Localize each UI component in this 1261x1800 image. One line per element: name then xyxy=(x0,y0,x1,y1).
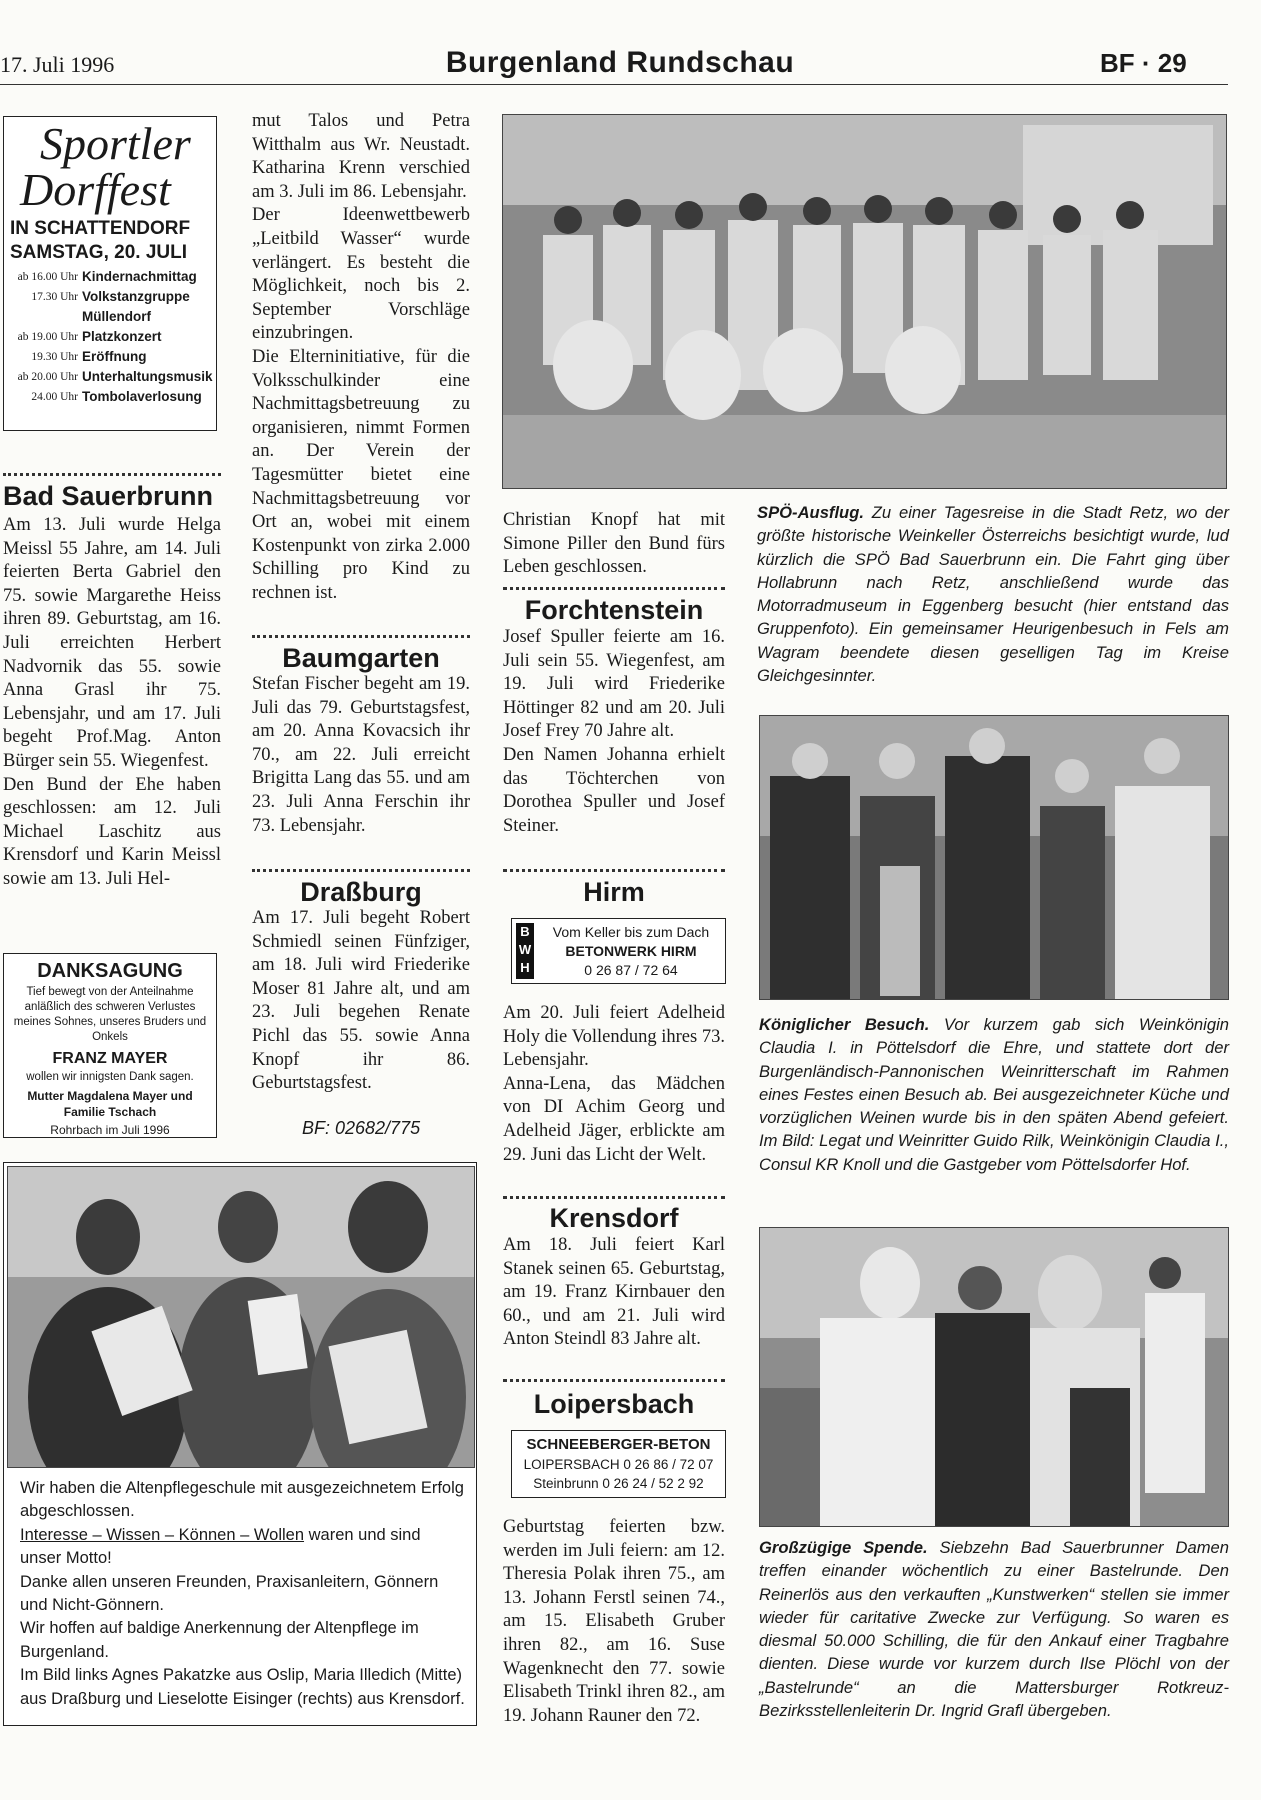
caption-text: Zu einer Tagesreise in die Stadt Retz, wo der größte historische Weinkeller Österreichs besichtigt wurde, lud kürzlich die SPÖ Bad Sauerbrunn ein. Die Fahrt ging über Hollabrunn nach Retz, anschließend wurde das Motorradmuseum in Eggenberg besucht (hier entstand das Gruppenfoto). Ein gemeinsamer Heurigenbesuch in Fels am Wagram beendete diesen geselligen Tag im Kreise Gleichgesinnter. xyxy=(757,503,1229,686)
drassburg-text: Am 17. Juli begeht Robert Schmiedl seinen Fünfziger, am 18. Juli wird Friederike Moser 81 Jahre alt, und am 23. Juli begehen Renate Pichl das 55. sowie Anna Knopf ihr 86. Geburtstagsfest. xyxy=(252,908,470,1094)
krensdorf-text: Am 18. Juli feiert Karl Stanek seinen 65. Geburtstag, am 19. Franz Kirnbauer den 60., und am 21. Juli wird Anton Steindl 83 Jahre alt. xyxy=(503,1235,725,1350)
ad-phone: LOIPERSBACH 0 26 86 / 72 07 xyxy=(523,1457,714,1472)
schneeberger-beton-ad xyxy=(511,1430,726,1498)
section-title-bad-sauerbrunn: Bad Sauerbrunn xyxy=(3,481,214,511)
box-paragraph: Danke allen unseren Freunden, Praxisanleitern, Gönnern und Nicht-Gönnern. xyxy=(20,1572,439,1615)
section-title-hirm: Hirm xyxy=(583,877,645,907)
photo-graphic xyxy=(8,1167,474,1467)
schedule-row xyxy=(10,267,210,287)
ad-schedule xyxy=(10,267,213,407)
ad-company: SCHNEEBERGER-BETON xyxy=(526,1436,711,1453)
divider xyxy=(503,587,725,590)
danksagung-notice xyxy=(3,953,217,1138)
logo-letter: W xyxy=(518,942,532,957)
danksagung-name: FRANZ MAYER xyxy=(52,1050,168,1067)
issue-date: 17. Juli 1996 xyxy=(0,52,115,77)
baumgarten-text: Stefan Fischer begeht am 19. Juli das 79. Geburtstagsfest, am 20. Anna Kovacsich ihr 70., am 22. Juli erreicht Brigitta Lang das 55. und am 23. Juli Anna Ferschin ihr 73. Lebensjahr. xyxy=(252,674,470,836)
schedule-event: Unterhaltungsmusik xyxy=(82,369,213,384)
caption-title: Großzügige Spende. xyxy=(759,1538,928,1557)
divider xyxy=(252,635,470,638)
schedule-time: ab 19.00 Uhr xyxy=(17,331,78,343)
forchtenstein-text xyxy=(503,626,725,838)
box-paragraph xyxy=(20,1524,465,1571)
page-number: BF · 29 xyxy=(1100,48,1187,78)
caption-koeniglicher-besuch xyxy=(759,1013,1229,1176)
schedule-row xyxy=(10,287,210,327)
schedule-event: Kindernachmittag xyxy=(82,269,197,284)
section-title-krensdorf: Krensdorf xyxy=(549,1203,679,1233)
danksagung-family: Mutter Magdalena Mayer und Familie Tschach xyxy=(27,1089,193,1119)
photo-weinkoenigin-visit xyxy=(759,715,1229,1000)
schedule-event: Platzkonzert xyxy=(82,329,162,344)
caption-spoe-ausflug xyxy=(757,501,1229,687)
schedule-time: ab 16.00 Uhr xyxy=(17,271,78,283)
caption-title: Königlicher Besuch. xyxy=(759,1015,930,1034)
schedule-time: 19.30 Uhr xyxy=(31,351,78,363)
hirm-text xyxy=(503,1002,725,1167)
divider xyxy=(503,1196,725,1199)
schedule-event: Tombolaverlosung xyxy=(82,389,202,404)
ad-location: IN SCHATTENDORF xyxy=(10,218,191,239)
caption-text: Vor kurzem gab sich Weinkönigin Claudia I. in Pöttelsdorf die Ehre, und stattete dort der Burgenländisch-Pannonischen Weinritterschaft im Rahmen eines Festes einen Besuch ab. Bei ausgezeichneter Küche und vorzüglichen Weinen wurde bis in den späten Abend gefeiert. Im Bild: Legat und Weinritter Guido Rilk, Weinkönigin Claudia I., Consul KR Knoll und die Gastgeber vom Pöttelsdorfer Hof. xyxy=(759,1015,1229,1174)
sportler-dorffest-ad xyxy=(3,116,217,431)
column3-text: Christian Knopf hat mit Simone Piller den Bund fürs Leben geschlossen. xyxy=(503,510,725,578)
caption-text: Siebzehn Bad Sauerbrunner Damen treffen einander wöchentlich zu einer Bastelrunde. Den Reinerlös aus den verkauften „Kunstwerken“ stellen sie immer wieder für caritative Zwecke zur Verfügung. So waren es diesmal 50.000 Schilling, die für den Ankauf einer Tragbahre dienten. Diese wurde vor kurzem durch Ilse Plöchl von der „Bastelrunde“ an die Mattersburger Rotkreuz-Bezirksstellenleiterin Dr. Ingrid Grafl übergeben. xyxy=(759,1538,1229,1721)
ad-phone: Steinbrunn 0 26 24 / 52 2 92 xyxy=(533,1476,704,1491)
caption-title: SPÖ-Ausflug. xyxy=(757,503,864,522)
section-title-baumgarten: Baumgarten xyxy=(282,643,440,673)
schedule-row xyxy=(10,367,213,387)
schedule-time: 24.00 Uhr xyxy=(31,391,78,403)
danksagung-text: wollen wir innigsten Dank sagen. xyxy=(26,1071,194,1083)
schedule-event: Volkstanzgruppe Müllendorf xyxy=(82,289,190,324)
ad-company: BETONWERK HIRM xyxy=(565,943,697,959)
article-paragraph: Josef Spuller feierte am 16. Juli sein 55. Wiegenfest, am 19. Juli wird Friederike Höttinger 82 und am 20. Juli Josef Frey 70 Jahre alt. xyxy=(503,627,725,742)
danksagung-place: Rohrbach im Juli 1996 xyxy=(50,1123,170,1137)
divider xyxy=(3,473,221,476)
section-title-loipersbach: Loipersbach xyxy=(533,1389,695,1419)
header-rule xyxy=(0,84,1228,85)
article-paragraph: Die Elterninitiative, für die Volksschulkinder eine Nachmittagsbetreuung zu organisieren, nimmt Formen an. Der Verein der Tagesmütter bietet eine Nachmittagsbetreuung vor Ort an, wobei mit einem Kostenpunkt von zirka 2.000 Schilling pro Kind zu rechnen ist. xyxy=(252,346,470,603)
box-paragraph: Wir haben die Altenpflegeschule mit ausgezeichnetem Erfolg abgeschlossen. xyxy=(20,1479,464,1521)
divider xyxy=(503,869,725,872)
logo-letter: B xyxy=(520,924,530,939)
photo-graphic xyxy=(760,716,1229,1000)
schedule-event: Eröffnung xyxy=(82,349,147,364)
altenpflege-box xyxy=(3,1162,477,1726)
schedule-row xyxy=(10,387,210,407)
newspaper-title: Burgenland Rundschau xyxy=(445,46,795,79)
editor-signature: BF: 02682/775 xyxy=(302,1118,421,1138)
photo-altenpflege-graduates xyxy=(7,1166,475,1468)
box-paragraph: Im Bild links Agnes Pakatzke aus Oslip, Maria Illedich (Mitte) aus Draßburg und Lieselotte Eisinger (rechts) aus Krensdorf. xyxy=(20,1666,465,1708)
column2-text xyxy=(252,110,470,605)
motto-rest: waren und sind unser Motto! xyxy=(20,1525,421,1568)
photo-graphic xyxy=(760,1228,1229,1527)
ad-phone: 0 26 87 / 72 64 xyxy=(584,962,678,978)
ad-script-line1: Sportler xyxy=(40,118,191,169)
ad-slogan: Vom Keller bis zum Dach xyxy=(552,924,710,940)
bwh-logo xyxy=(516,923,534,979)
article-paragraph: Anna-Lena, das Mädchen von DI Achim Georg und Adelheid Jäger, erblickte am 29. Juni das Licht der Welt. xyxy=(503,1073,725,1165)
section-title-forchtenstein: Forchtenstein xyxy=(524,595,704,625)
article-paragraph: Am 20. Juli feiert Adelheid Holy die Vollendung ihres 73. Lebensjahr. xyxy=(503,1003,725,1071)
ad-date: SAMSTAG, 20. JULI xyxy=(10,242,188,263)
loipersbach-text: Geburtstag feierten bzw. werden im Juli feiern: am 12. Theresia Polak ihren 75., am 13. Johann Ferstl seinen 74., am 15. Elisabeth Gruber ihren 82., am 16. Suse Wagenknecht den 77. sowie Elisabeth Trinkl ihren 82., am 19. Johann Rauner den 72. xyxy=(503,1517,725,1726)
schedule-row xyxy=(10,347,210,367)
motto: Interesse – Wissen – Können – Wollen xyxy=(20,1525,305,1544)
article-paragraph: Den Namen Johanna erhielt das Töchterchen von Dorothea Spuller und Josef Steiner. xyxy=(503,744,725,836)
betonwerk-hirm-ad xyxy=(511,918,726,984)
section-title-drassburg: Draßburg xyxy=(300,877,422,907)
photo-spende-uebergabe xyxy=(759,1227,1229,1527)
ad-script-line2: Dorffest xyxy=(20,164,171,215)
schedule-time: 17.30 Uhr xyxy=(31,291,78,303)
bad-sauerbrunn-text xyxy=(3,514,221,892)
article-paragraph: Den Bund der Ehe haben geschlossen: am 12. Juli Michael Laschitz aus Krensdorf und Karin Meissl sowie am 13. Juli Hel- xyxy=(3,774,221,889)
divider xyxy=(252,869,470,872)
photo-spoe-group xyxy=(502,114,1227,489)
logo-letter: H xyxy=(520,960,530,975)
article-paragraph: Der Ideenwettbewerb „Leitbild Wasser“ wurde verlängert. Es besteht die Möglichkeit, noch bis 2. September Vorschläge einzubringen. xyxy=(252,205,470,344)
altenpflege-text xyxy=(20,1477,465,1711)
caption-grosszuegige-spende xyxy=(759,1536,1229,1722)
schedule-row xyxy=(10,327,210,347)
box-paragraph: Wir hoffen auf baldige Anerkennung der Altenpflege im Burgenland. xyxy=(20,1619,419,1661)
photo-graphic xyxy=(503,115,1227,489)
article-paragraph: mut Talos und Petra Witthalm aus Wr. Neustadt. Katharina Krenn verschied am 3. Juli im 86. Lebensjahr. xyxy=(252,111,470,202)
danksagung-title: DANKSAGUNG xyxy=(37,960,183,982)
danksagung-text: Tief bewegt von der Anteilnahme anläßlich des schweren Verlustes meines Sohnes, unseres Bruders und Onkels xyxy=(13,986,207,1043)
schedule-time: ab 20.00 Uhr xyxy=(17,371,78,383)
article-paragraph: Am 13. Juli wurde Helga Meissl 55 Jahre, am 14. Juli feierten Berta Gabriel den 75. sowie Margarethe Heiss ihren 89. Geburtstag, am 16. Juli erreichten Herbert Nadvornik das 55. sowie Anna Grasl ihr 75. Lebensjahr, und am 17. Juli begeht Prof.Mag. Anton Bürger sein 55. Wiegenfest. xyxy=(3,515,221,771)
divider xyxy=(503,1379,725,1382)
